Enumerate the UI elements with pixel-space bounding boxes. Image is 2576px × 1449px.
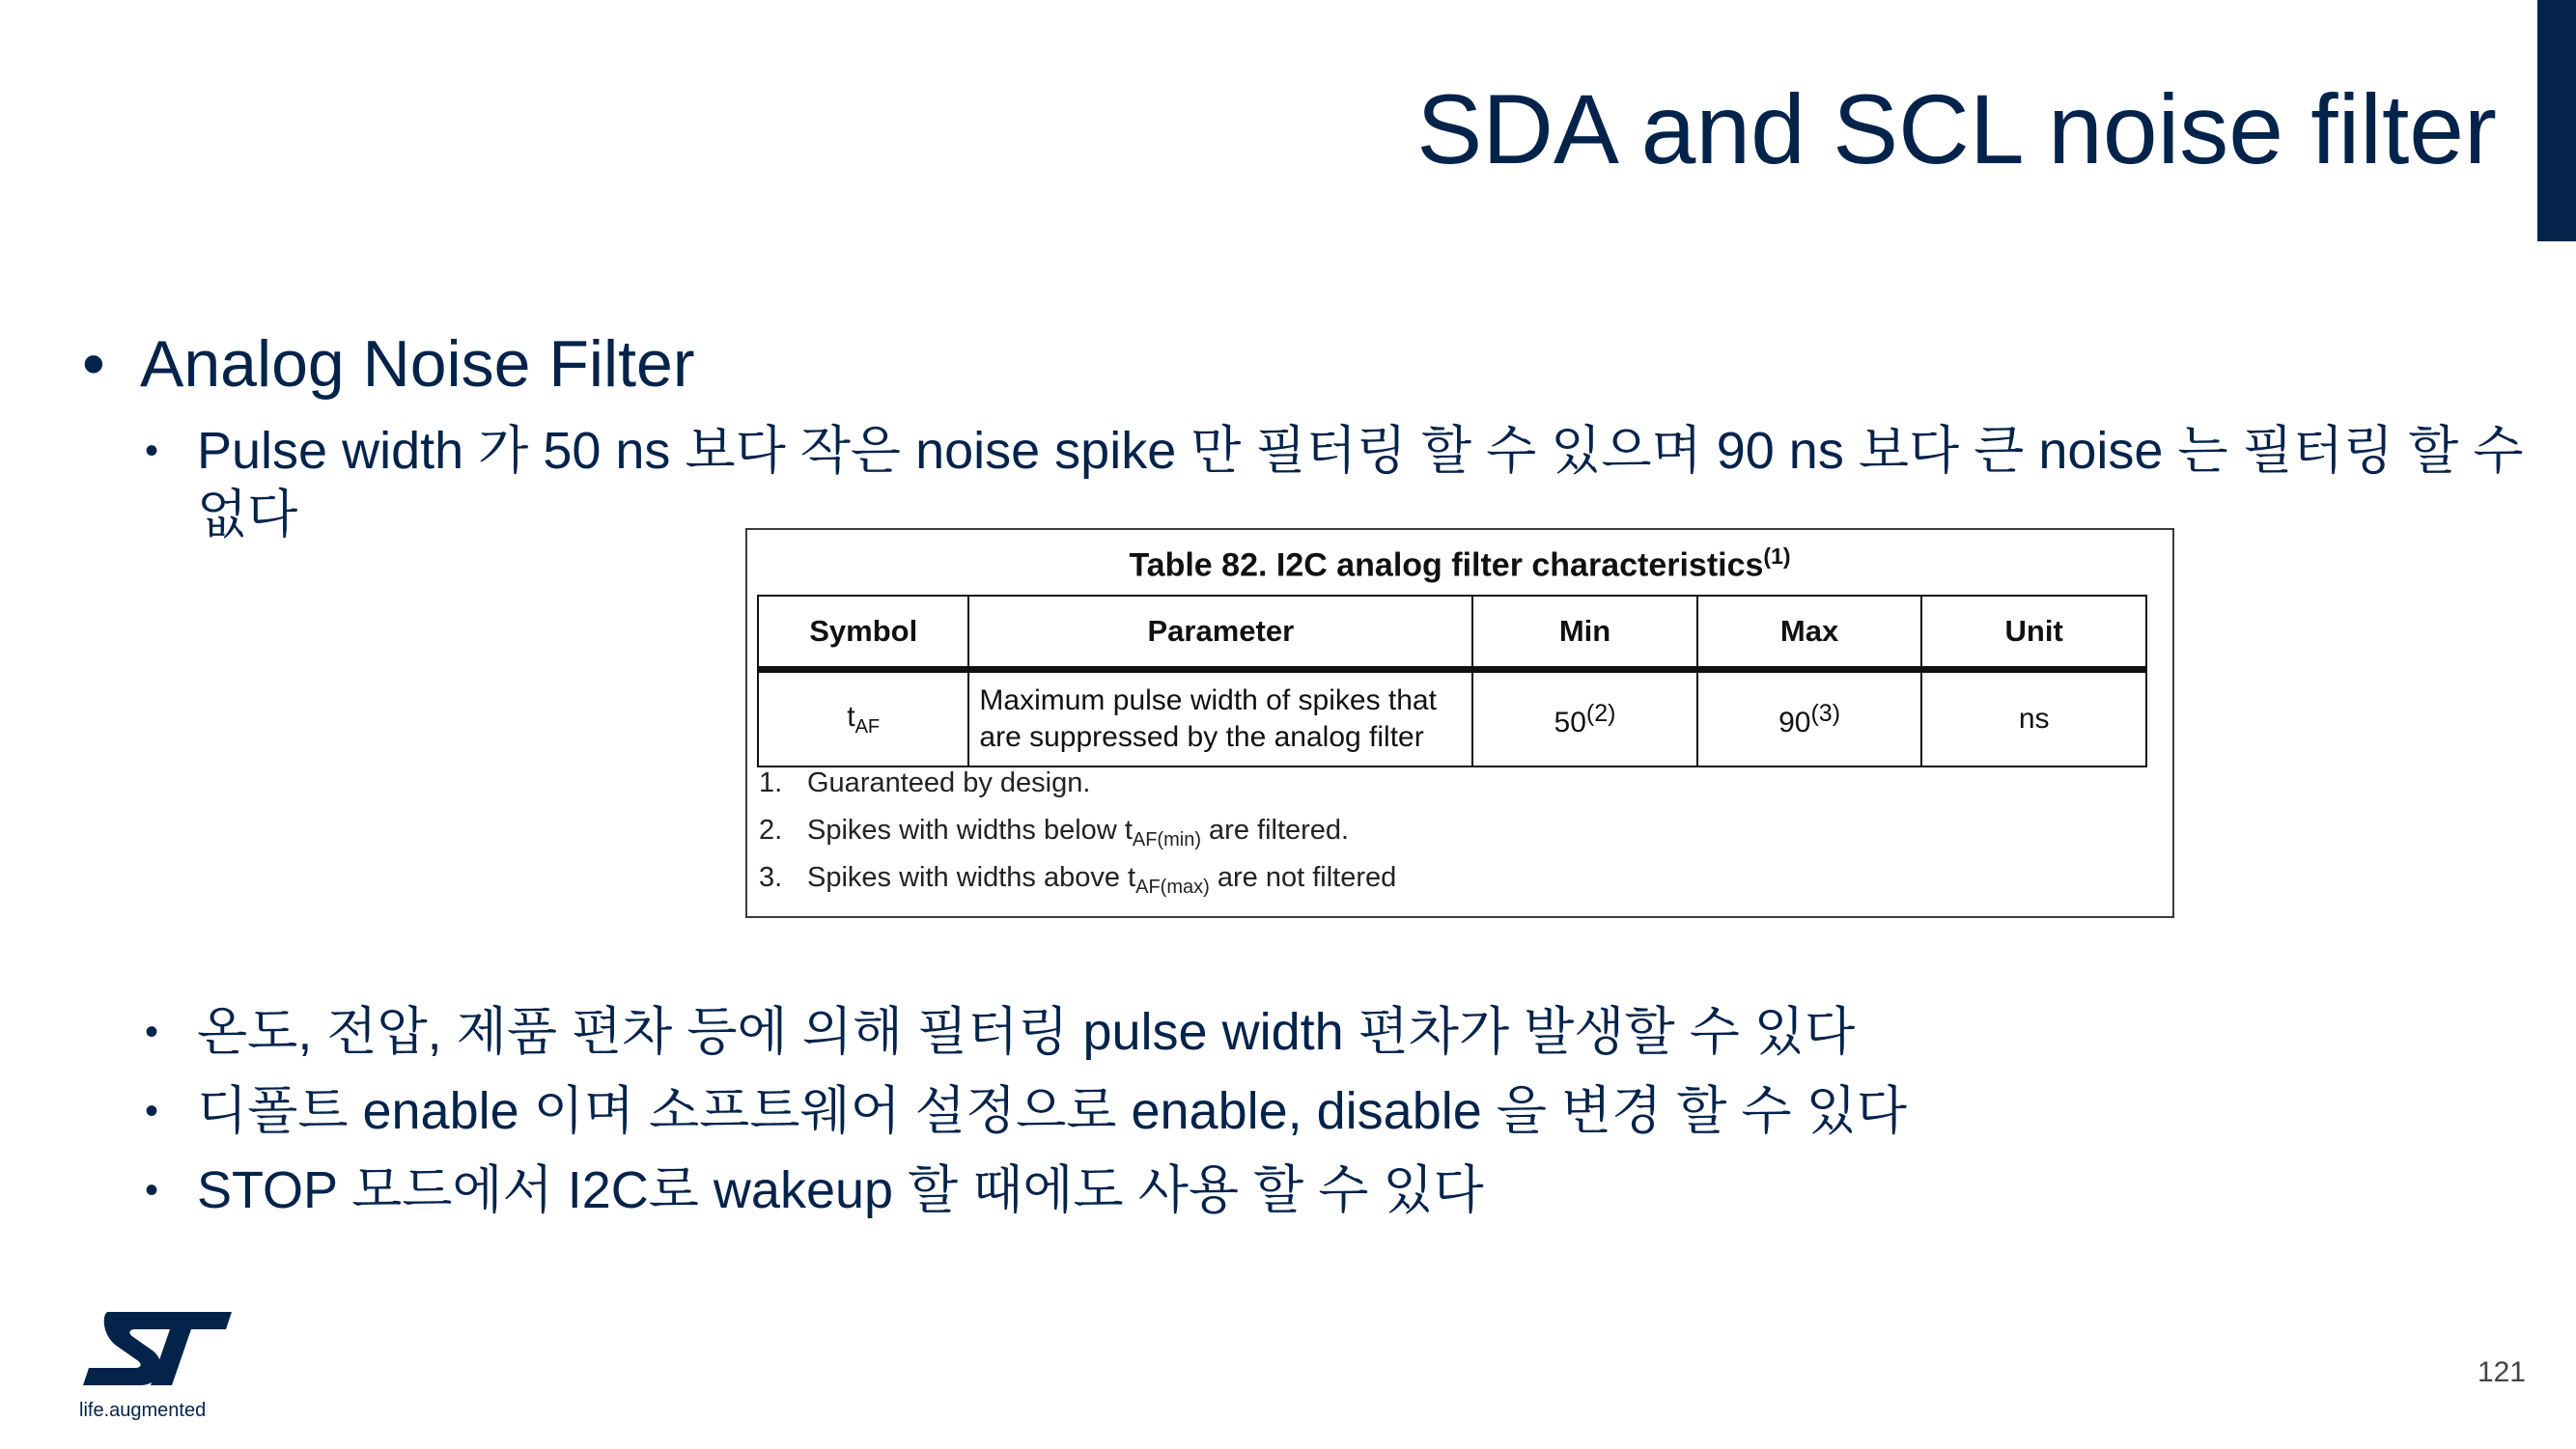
header-min: Min: [1472, 596, 1697, 670]
cell-unit: ns: [1921, 670, 2146, 767]
bullet-dot: •: [145, 1011, 159, 1053]
header-max: Max: [1697, 596, 1922, 670]
cell-max: 90$^{(3)}$: [1697, 670, 1922, 767]
table-row: [758, 670, 2146, 767]
slide-title: SDA and SCL noise filter: [1416, 74, 2497, 184]
table-caption: Table 82. I2C analog filter characteristics$^{(1)}$: [1129, 543, 1791, 584]
bullet-text: Analog Noise Filter: [140, 327, 695, 401]
cell-min: 50$^{(2)}$: [1472, 670, 1697, 767]
bullet-analog-noise-filter: [82, 326, 694, 402]
bullet-dot: •: [145, 1090, 159, 1132]
filter-characteristics-table: Table 82. I2C analog filter characteristics$^{(1)}$ Symbol Parameter Min Max Unit $t_{AF}$ Maximum pulse width of spikes that are suppressed by the analog filter 50$^{(2)}$ 90$^{(3)}$ ns 1. Guaranteed by design. 2. Spikes with widths below $t_{AF(min)}$ are filtered. 3. Spikes with widths above $t_{AF(max)}$ are not filtered: [745, 528, 2174, 918]
caption-footnote: (1): [1763, 543, 1791, 569]
bullet-dot: •: [145, 1169, 159, 1212]
accent-bar: [2537, 0, 2576, 241]
sub-bullet-text: Pulse width 가 50 ns 보다 작은 noise spike 만 필터링 할 수 있으며 90 ns 보다 큰 noise 는 필터링 할 수 없다: [197, 422, 2524, 543]
cell-parameter: Maximum pulse width of spikes that are suppressed by the analog filter: [968, 670, 1472, 767]
cell-symbol: $t_{AF}$: [758, 670, 968, 767]
header-parameter: Parameter: [968, 596, 1472, 670]
sub-bullet-text: 디폴트 enable 이며 소프트웨어 설정으로 enable, disable 을 변경 할 수 있다: [197, 1082, 1907, 1140]
sub-bullet-text: 온도, 전압, 제품 편차 등에 의해 필터링 pulse width 편차가 발생할 수 있다: [197, 1003, 1856, 1061]
logo-tagline: life.augmented: [79, 1400, 207, 1421]
spec-table: [757, 595, 2147, 767]
bullet-dot: •: [145, 430, 159, 472]
bullet-dot: •: [82, 327, 105, 401]
page-number: 121: [2477, 1356, 2526, 1388]
st-logo-icon: [79, 1308, 236, 1387]
table-header-row: [758, 596, 2146, 670]
header-symbol: Symbol: [758, 596, 968, 670]
sub-bullet-text: STOP 모드에서 I2C로 wakeup 할 때에도 사용 할 수 있다: [197, 1161, 1484, 1219]
header-unit: Unit: [1921, 596, 2146, 670]
